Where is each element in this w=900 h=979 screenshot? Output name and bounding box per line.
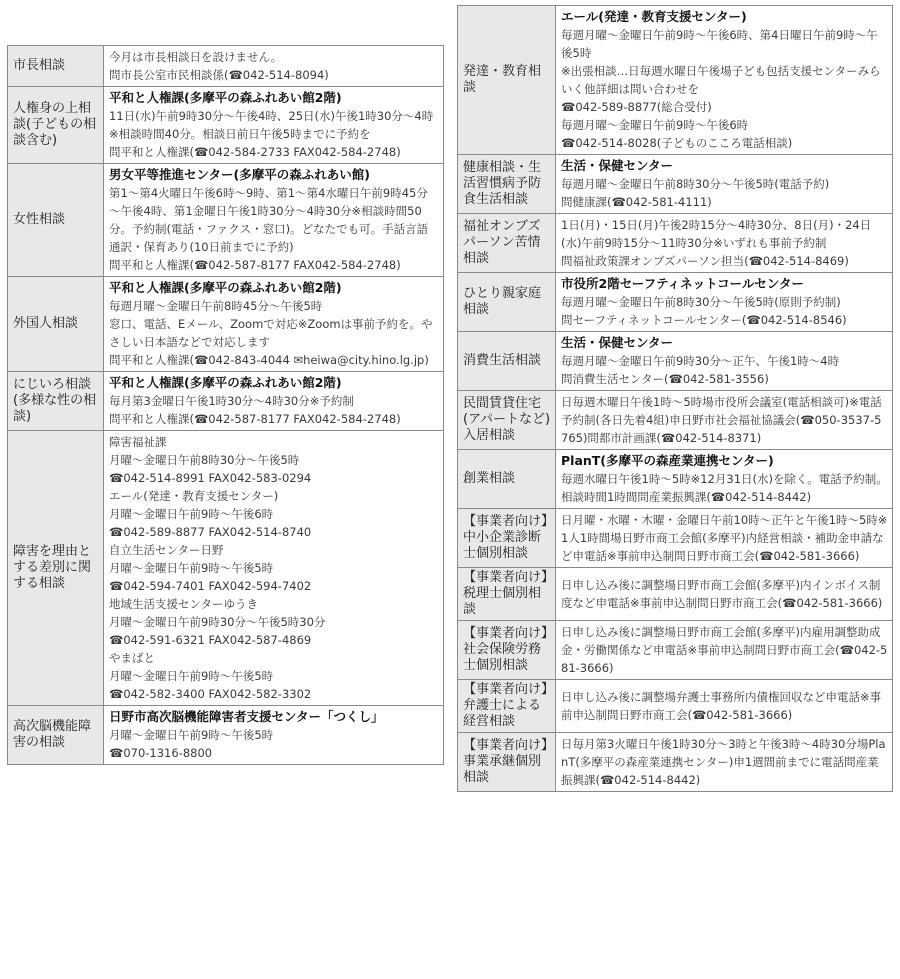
detail-line: 月曜～金曜日午前9時～午後5時 xyxy=(109,561,274,575)
detail-line: 毎月第3金曜日午後1時30分～4時30分※予約制 xyxy=(109,394,354,408)
consultation-row xyxy=(458,391,893,450)
consultation-details xyxy=(556,391,893,450)
detail-line: 問平和と人権課(☎042-584-2733 FAX042-584-2748) xyxy=(109,145,401,159)
detail-line: 1日(月)・15日(月)午後2時15分～4時30分、8日(月)・24日(水)午前9時15分～11時30分※いずれも事前予約制 xyxy=(561,218,872,250)
consultation-row xyxy=(8,431,444,706)
detail-line: 第1～第4火曜日午後6時～9時、第1～第4水曜日午前9時45分～午後4時、第1金曜日午後1時30分～4時30分※相談時間50分。予約制(電話・ファクス・窓口)。どなたでも可。手話言語通訳・保育あり(10日前までに予約) xyxy=(109,186,429,254)
venue-name: 日野市高次脳機能障害者支援センター「つくし」 xyxy=(109,709,384,724)
consultation-details xyxy=(556,568,893,621)
consultation-details xyxy=(556,273,893,332)
consultation-row xyxy=(458,214,893,273)
detail-line: 11日(水)午前9時30分～午後4時、25日(水)午後1時30分～4時※相談時間40分。相談日前日午後5時までに予約を xyxy=(109,109,434,141)
category-label: 【事業者向け】弁護士による経営相談 xyxy=(458,680,556,733)
detail-line: ☎042-589-8877 FAX042-514-8740 xyxy=(109,525,312,539)
detail-line: 地域生活支援センターゆうき xyxy=(109,597,259,611)
consultation-details xyxy=(104,706,444,765)
venue-name: 平和と人権課(多摩平の森ふれあい館2階) xyxy=(109,90,342,105)
detail-line: 日申し込み後に調整場日野市商工会館(多摩平)内インボイス制度など申電話※事前申込制問日野市商工会(☎042-581-3666) xyxy=(561,578,883,610)
category-label: ひとり親家庭相談 xyxy=(458,273,556,332)
venue-name: PlanT(多摩平の森産業連携センター) xyxy=(561,453,774,468)
consultation-row xyxy=(8,372,444,431)
consultation-row xyxy=(458,450,893,509)
consultation-details xyxy=(556,450,893,509)
consultation-row xyxy=(458,509,893,568)
detail-line: 問市長公室市民相談係(☎042-514-8094) xyxy=(109,68,329,82)
category-label: 【事業者向け】税理士個別相談 xyxy=(458,568,556,621)
consultation-table-right xyxy=(457,5,893,792)
venue-name: 男女平等推進センター(多摩平の森ふれあい館) xyxy=(109,167,370,182)
consultation-row xyxy=(458,733,893,792)
detail-line: 問セーフティネットコールセンター(☎042-514-8546) xyxy=(561,313,847,327)
detail-line: 問平和と人権課(☎042-587-8177 FAX042-584-2748) xyxy=(109,258,401,272)
detail-line: 月曜～金曜日午前9時30分～午後5時30分 xyxy=(109,615,326,629)
category-label: 民間賃貸住宅(アパートなど)入居相談 xyxy=(458,391,556,450)
consultation-details xyxy=(556,155,893,214)
detail-line: 月曜～金曜日午前8時30分～午後5時 xyxy=(109,453,300,467)
category-label: 【事業者向け】社会保険労務士個別相談 xyxy=(458,621,556,680)
venue-name: 平和と人権課(多摩平の森ふれあい館2階) xyxy=(109,375,342,390)
category-label: 【事業者向け】事業承継個別相談 xyxy=(458,733,556,792)
consultation-details xyxy=(556,509,893,568)
venue-name: 市役所2階セーフティネットコールセンター xyxy=(561,276,804,291)
detail-line: ※出張相談…日毎週水曜日午後場子ども包括支援センターみらいく他詳細は問い合わせを xyxy=(561,64,881,96)
detail-line: 今月は市長相談日を設けません。 xyxy=(109,50,283,64)
consultation-row xyxy=(8,277,444,372)
detail-line: ☎042-514-8028(子どものこころ電話相談) xyxy=(561,136,793,150)
detail-line: ☎042-589-8877(総合受付) xyxy=(561,100,712,114)
consultation-details xyxy=(556,733,893,792)
detail-line: 日申し込み後に調整場日野市商工会館(多摩平)内雇用調整助成金・労働関係など申電話※事前申込制問日野市商工会(☎042-581-3666) xyxy=(561,625,888,675)
detail-line: 毎週水曜日午後1時～5時※12月31日(水)を除く。電話予約制。相談時間1時間問産業振興課(☎042-514-8442) xyxy=(561,472,888,504)
consultation-row xyxy=(8,706,444,765)
venue-name: 平和と人権課(多摩平の森ふれあい館2階) xyxy=(109,280,342,295)
detail-line: 日毎月第3火曜日午後1時30分～3時と午後3時～4時30分場PlanT(多摩平の森産業連携センター)申1週間前までに電話問産業振興課(☎042-514-8442) xyxy=(561,737,886,787)
category-label: 発達・教育相談 xyxy=(458,6,556,155)
venue-name: 生活・保健センター xyxy=(561,158,674,173)
detail-line: ☎042-591-6321 FAX042-587-4869 xyxy=(109,633,312,647)
detail-line: 日毎週木曜日午後1時～5時場市役所会議室(電話相談可)※電話予約制(各日先着4組)申日野市社会福祉協議会(☎050-3537-5765)問都市計画課(☎042-514-8371) xyxy=(561,395,882,445)
detail-line: 問健康課(☎042-581-4111) xyxy=(561,195,712,209)
category-label: 人権身の上相談(子どもの相談含む) xyxy=(8,87,104,164)
consultation-row xyxy=(8,87,444,164)
category-label: 市長相談 xyxy=(8,46,104,87)
consultation-row xyxy=(8,164,444,277)
detail-line: 毎週月曜～金曜日午前8時30分～午後5時(電話予約) xyxy=(561,177,830,191)
category-label: 外国人相談 xyxy=(8,277,104,372)
consultation-details xyxy=(104,164,444,277)
consultation-details xyxy=(104,277,444,372)
detail-line: 毎週月曜～金曜日午前8時45分～午後5時 xyxy=(109,299,323,313)
category-label: 高次脳機能障害の相談 xyxy=(8,706,104,765)
consultation-row xyxy=(458,6,893,155)
consultation-details xyxy=(104,87,444,164)
venue-name: エール(発達・教育支援センター) xyxy=(561,9,747,24)
consultation-details xyxy=(556,214,893,273)
consultation-details xyxy=(556,332,893,391)
detail-line: 問福祉政策課オンブズパーソン担当(☎042-514-8469) xyxy=(561,254,849,268)
consultation-details xyxy=(556,6,893,155)
detail-line: 毎週月曜～金曜日午前9時30分～正午、午後1時～4時 xyxy=(561,354,840,368)
venue-name: 生活・保健センター xyxy=(561,335,674,350)
detail-line: 毎週月曜～金曜日午前8時30分～午後5時(原則予約制) xyxy=(561,295,841,309)
category-label: 創業相談 xyxy=(458,450,556,509)
consultation-details xyxy=(104,46,444,87)
detail-line: 毎週月曜～金曜日午前9時～午後6時 xyxy=(561,118,749,132)
consultation-details xyxy=(556,621,893,680)
consultation-row xyxy=(458,680,893,733)
category-label: にじいろ相談(多様な性の相談) xyxy=(8,372,104,431)
category-label: 福祉オンブズパーソン苦情相談 xyxy=(458,214,556,273)
consultation-row xyxy=(458,155,893,214)
consultation-row xyxy=(458,568,893,621)
consultation-row xyxy=(458,621,893,680)
detail-line: ☎042-594-7401 FAX042-594-7402 xyxy=(109,579,312,593)
detail-line: 障害福祉課 xyxy=(109,435,167,449)
consultation-row xyxy=(458,273,893,332)
consultation-details xyxy=(104,431,444,706)
detail-line: やまばと xyxy=(109,651,155,665)
detail-line: 自立生活センター日野 xyxy=(109,543,224,557)
category-label: 障害を理由とする差別に関する相談 xyxy=(8,431,104,706)
consultation-details xyxy=(556,680,893,733)
consultation-row xyxy=(458,332,893,391)
category-label: 消費生活相談 xyxy=(458,332,556,391)
detail-line: 窓口、電話、Eメール、Zoomで対応※Zoomは事前予約を。やさしい日本語などで対応します xyxy=(109,317,433,349)
category-label: 健康相談・生活習慣病予防食生活相談 xyxy=(458,155,556,214)
detail-line: ☎042-514-8991 FAX042-583-0294 xyxy=(109,471,312,485)
detail-line: 月曜～金曜日午前9時～午後6時 xyxy=(109,507,274,521)
consultation-table-left xyxy=(7,45,444,765)
detail-line: 問平和と人権課(☎042-587-8177 FAX042-584-2748) xyxy=(109,412,401,426)
detail-line: ☎042-582-3400 FAX042-582-3302 xyxy=(109,687,312,701)
consultation-details xyxy=(104,372,444,431)
category-label: 女性相談 xyxy=(8,164,104,277)
detail-line: 月曜～金曜日午前9時～午後5時 xyxy=(109,669,274,683)
detail-line: 日申し込み後に調整場弁護士事務所内債権回収など申電話※事前申込制問日野市商工会(☎042-581-3666) xyxy=(561,690,882,722)
category-label: 【事業者向け】中小企業診断士個別相談 xyxy=(458,509,556,568)
detail-line: 日月曜・水曜・木曜・金曜日午前10時～正午と午後1時～5時※1人1時間場日野市商工会館(多摩平)内経営相談・補助金申請など申電話※事前申込制問日野市商工会(☎042-581-3666) xyxy=(561,513,888,563)
detail-line: 毎週月曜～金曜日午前9時～午後6時、第4日曜日午前9時～午後5時 xyxy=(561,28,878,60)
detail-line: 月曜～金曜日午前9時～午後5時 xyxy=(109,728,274,742)
detail-line: 問平和と人権課(☎042-843-4044 ✉heiwa@city.hino.lg.jp) xyxy=(109,353,429,367)
detail-line: 問消費生活センター(☎042-581-3556) xyxy=(561,372,769,386)
consultation-row xyxy=(8,46,444,87)
detail-line: ☎070-1316-8800 xyxy=(109,746,213,760)
detail-line: エール(発達・教育支援センター) xyxy=(109,489,279,503)
